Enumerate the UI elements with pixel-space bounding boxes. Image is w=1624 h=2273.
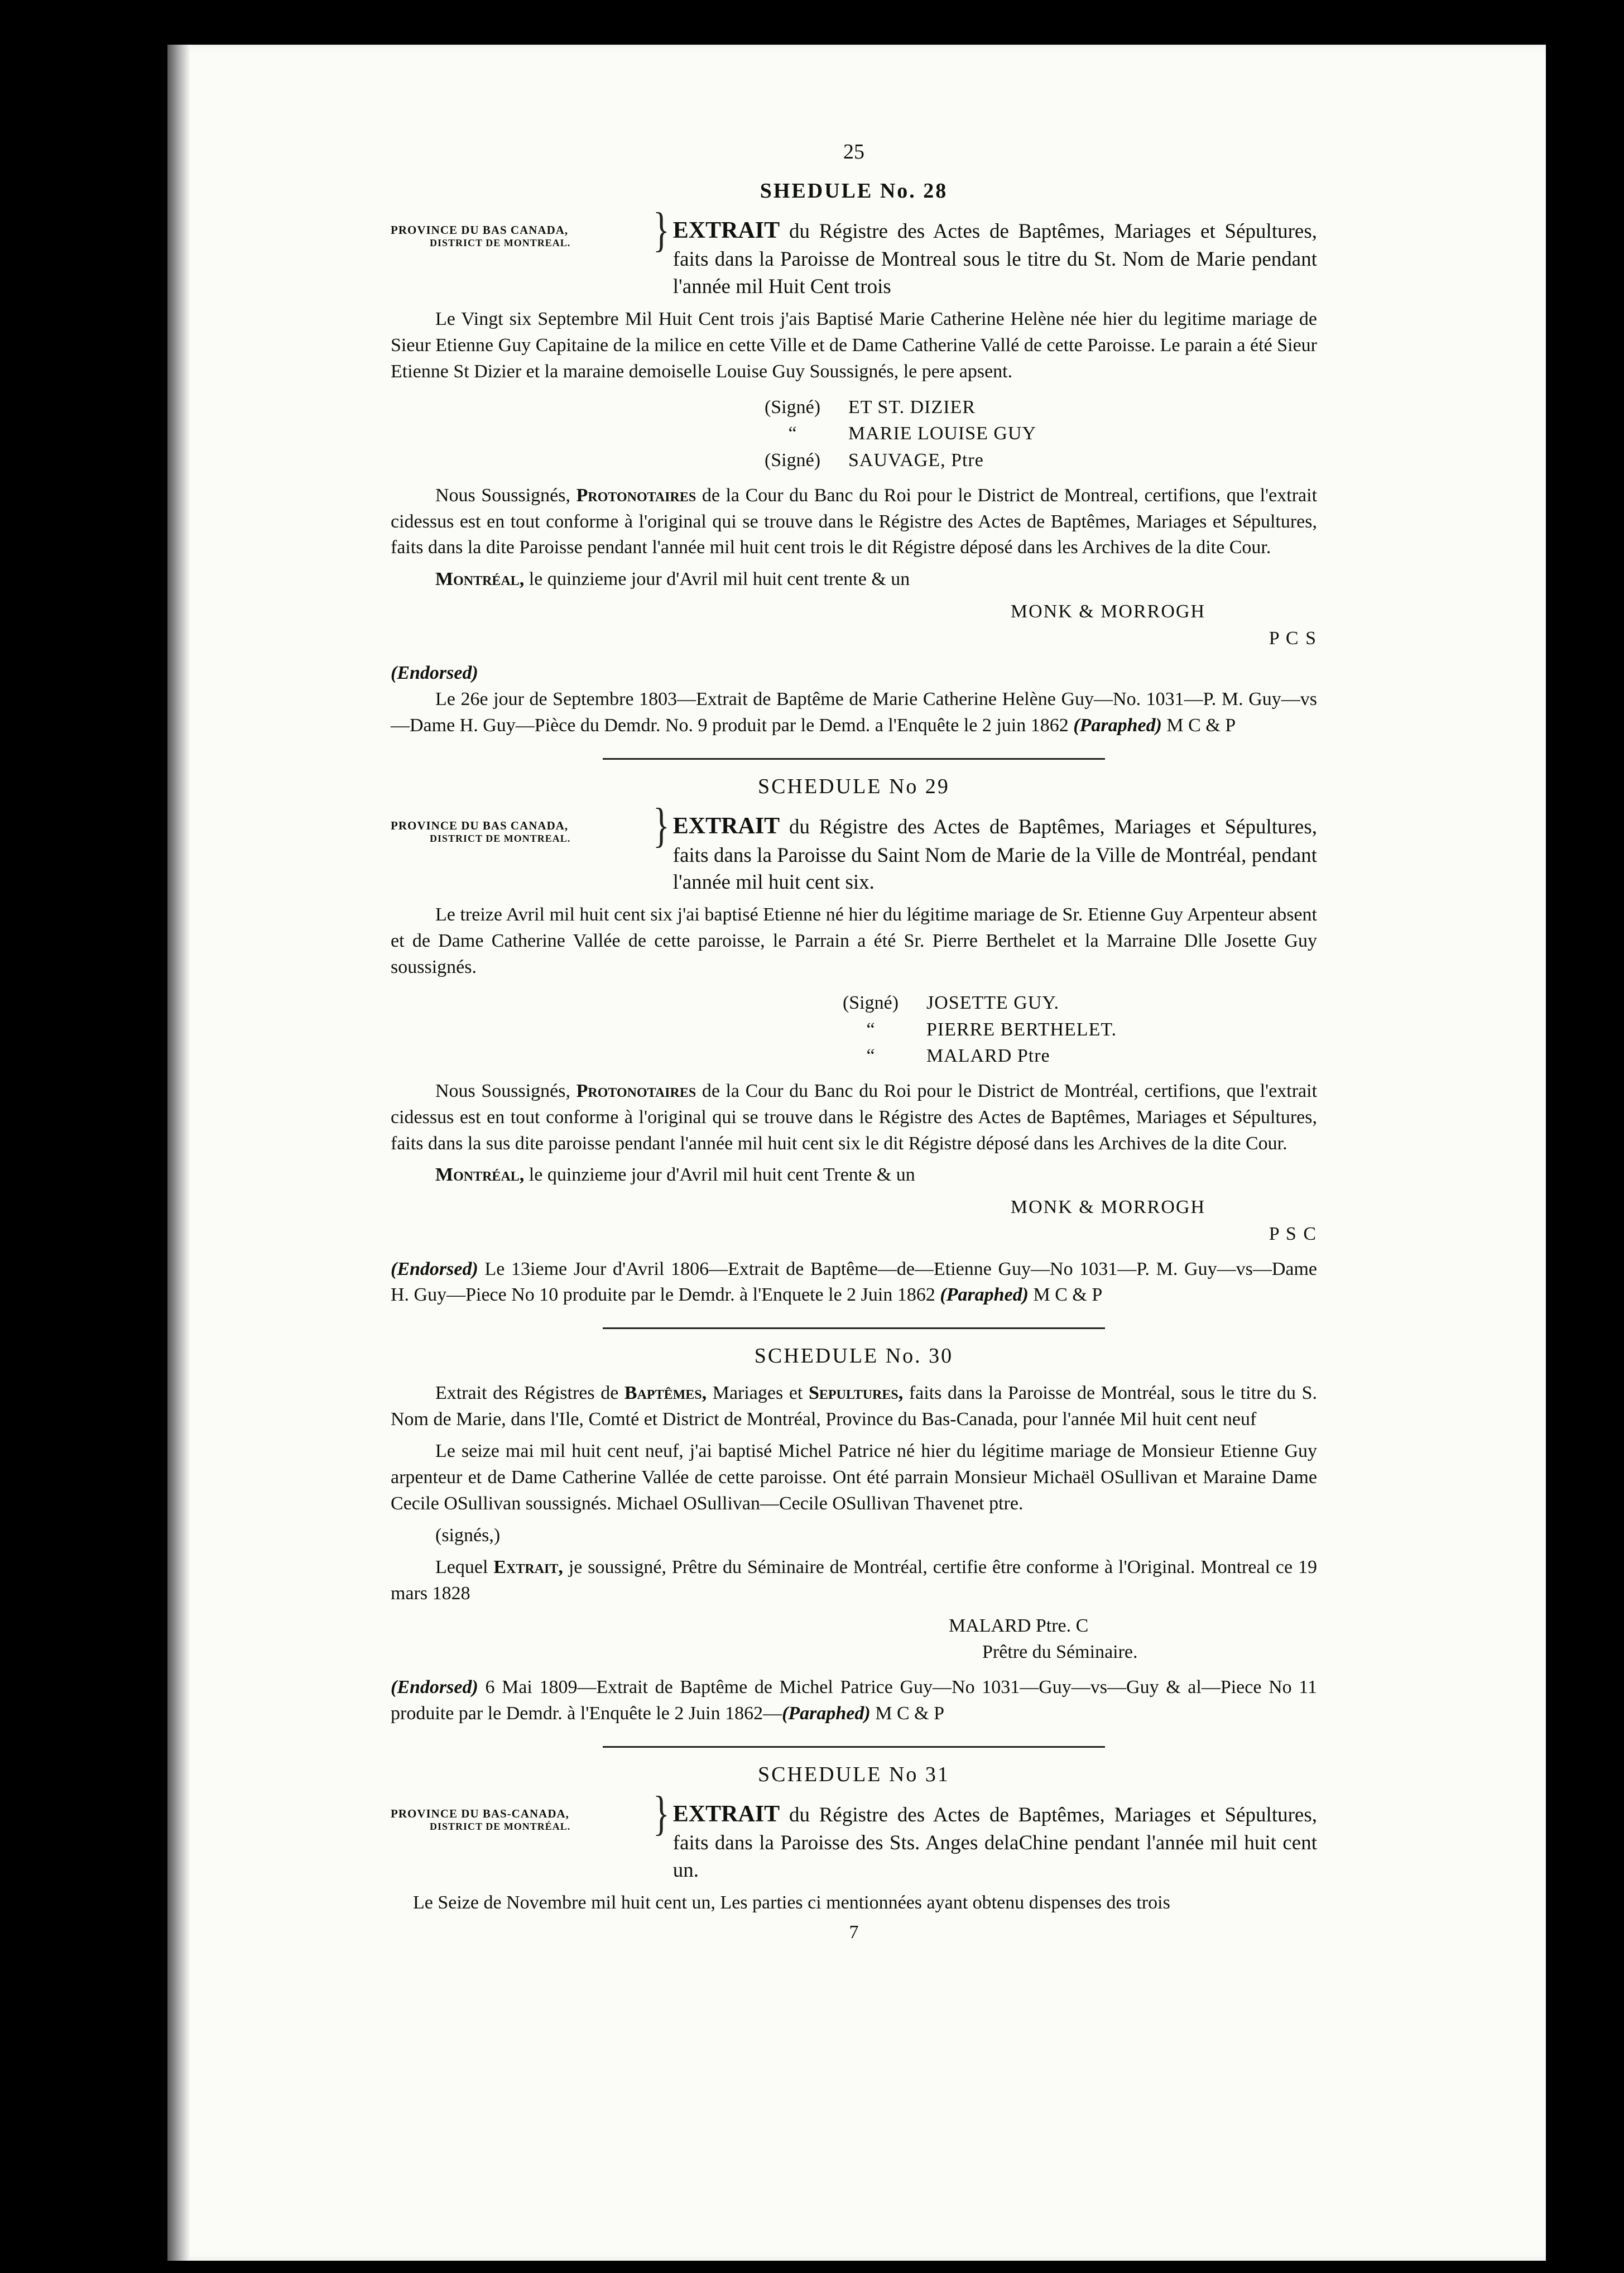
date-text: le quinzieme jour d'Avril mil huit cent trente & un [528, 569, 910, 590]
paraphed-label: (Paraphed) [1073, 715, 1162, 736]
firm-initials: P S C [1269, 1223, 1317, 1244]
schedule-title: SCHEDULE No 31 [758, 1762, 950, 1786]
signature-mark: (Signé) [842, 992, 899, 1013]
schedule-header [391, 204, 1317, 301]
signature-row [737, 420, 1317, 447]
extrait-lead: EXTRAIT [672, 1801, 780, 1827]
signature-row [815, 1043, 1317, 1070]
date-line [391, 567, 1317, 593]
endorsement [391, 1675, 1317, 1727]
acte-text: Le seize mai mil huit cent neuf, j'ai baptisé Michel Patrice né hier du légitime mariage de Monsieur Etienne Guy arpenteur et de Dame Catherine Vallée de cette paroisse. Ont été parrain Monsieur Michaël OSullivan et Maraine Dame Cecile OSullivan soussignés. Michael OSullivan—Cecile OSullivan Thavenet ptre. [391, 1441, 1317, 1514]
extrait-text: du Régistre des Actes de Baptêmes, Mariages et Sépultures, faits dans la Paroisse du Saint Nom de Marie de la Ville de Montréal, pendant l'année mil huit cent six. [672, 816, 1317, 894]
sheet-number: 7 [849, 1921, 859, 1943]
endorsed-text: Le 13ieme Jour d'Avril 1806—Extrait de Baptême—de—Etienne Guy—No 1031—P. M. Guy—vs—Dame H. Guy—Piece No 10 produite par le Demdr. à l'Enquete le 2 Juin 1862 [391, 1258, 1317, 1306]
signature-name: MARIE LOUISE GUY [848, 423, 1037, 444]
district-name: DISTRICT DE MONTREAL. [430, 237, 571, 249]
date-line [391, 1162, 1317, 1188]
signes-note: (signés,) [435, 1524, 501, 1546]
intro-a: Extrait des Régistres de [435, 1383, 619, 1404]
extrait-heading [673, 1799, 1317, 1884]
page-gutter-shadow [167, 45, 190, 2261]
schedule-28 [391, 179, 1317, 739]
brace-icon: } [653, 1787, 670, 1840]
province-label [391, 215, 653, 250]
paraphed-text: M C & P [875, 1703, 944, 1724]
firm-signature: MONK & MORROGH [1010, 1197, 1205, 1218]
province-label [391, 811, 653, 845]
schedule-29 [391, 774, 1317, 1308]
acte-text: Le treize Avril mil huit cent six j'ai baptisé Etienne né hier du légitime mariage de Sr. Etienne Guy Arpenteur absent et de Dame Catherine Vallée de cette paroisse, le Parrain a été Sr. Pierre Berthelet et la Marraine Dlle Josette Guy soussignés. [391, 904, 1317, 978]
priest-title: Prêtre du Séminaire. [982, 1642, 1138, 1663]
place-name: Montréal, [435, 1164, 525, 1186]
signature-name: SAUVAGE, Ptre [848, 450, 984, 471]
schedule-title: SHEDULE No. 28 [760, 179, 948, 203]
paraphed-label: (Paraphed) [940, 1284, 1029, 1306]
district-name: DISTRICT DE MONTREAL. [430, 833, 571, 845]
signature-row [737, 447, 1317, 474]
signature-mark: “ [788, 423, 797, 444]
province-name: PROVINCE DU BAS-CANADA, [391, 1806, 569, 1820]
province-name: PROVINCE DU BAS CANADA, [391, 223, 569, 237]
cert-body: de la Cour du Banc du Roi pour le District de Montréal, certifions, que l'extrait cidessus est en tout conforme à l'original qui se trouve dans le Régistre des Actes de Baptêmes, Mariages et Sépultures, faits dans la sus dite paroisse pendant l'année mil huit cent six le dit Régistre déposé dans les Archives de la dite Cour. [391, 1080, 1318, 1154]
priest-signature: MALARD Ptre. C [949, 1615, 1089, 1636]
cert-body: de la Cour du Banc du Roi pour le District de Montreal, certifions, que l'extrait cidessus est en tout conforme à l'original qui se trouve dans le Régistre des Actes de Baptêmes, Mariages et Sépultures, faits dans la dite Paroisse pendant l'année mil huit cent trois le dit Régistre déposé dans les Archives de la dite Cour. [391, 485, 1318, 558]
extrait-heading [673, 215, 1317, 301]
cert-lead: Nous Soussignés, [435, 1080, 571, 1101]
endorsed-label: (Endorsed) [391, 663, 478, 684]
extrait-lead: EXTRAIT [672, 813, 780, 840]
schedule-title: SCHEDULE No. 30 [754, 1344, 954, 1368]
intro-text [391, 1380, 1317, 1433]
district-name: DISTRICT DE MONTRÉAL. [430, 1820, 571, 1832]
schedule-title: SCHEDULE No 29 [758, 775, 950, 799]
intro-b: Baptêmes, [624, 1383, 707, 1404]
signature-row [815, 990, 1317, 1016]
divider [603, 1746, 1105, 1748]
brace-icon: } [653, 204, 670, 257]
schedule-31 [391, 1762, 1317, 1916]
divider [603, 758, 1105, 760]
signature-mark: (Signé) [764, 396, 821, 418]
signature-row [737, 394, 1317, 421]
lequel-b: Extrait, [493, 1556, 563, 1577]
acte-text: Le Seize de Novembre mil huit cent un, Les parties ci mentionnées ayant obtenu dispenses des trois [413, 1892, 1170, 1913]
endorsed-label: (Endorsed) [391, 1676, 478, 1697]
intro-e: faits dans la Paroisse de Montréal, sous le titre du S. Nom de Marie, dans l'Ile, Comté et District de Montréal, Province du Bas-Canada, pour l'année Mil huit cent neuf [391, 1383, 1318, 1430]
extrait-heading [673, 811, 1317, 896]
signature-mark: (Signé) [764, 450, 821, 471]
brace-icon: } [653, 799, 670, 853]
endorsed-text: Le 26e jour de Septembre 1803—Extrait de Baptême de Marie Catherine Helène Guy—No. 1031—P. M. Guy—vs—Dame H. Guy—Pièce du Demdr. No. 9 produit par le Demd. a l'Enquête le 2 juin 1862 [391, 689, 1317, 736]
endorsed-label: (Endorsed) [391, 1258, 478, 1279]
certification-text [391, 483, 1317, 562]
acte-text: Le Vingt six Septembre Mil Huit Cent trois j'ais Baptisé Marie Catherine Helène née hier du legitime mariage de Sieur Etienne Guy Capitaine de la milice en cette Ville et de Dame Catherine Vallé de cette Paroisse. Le parain a été Sieur Etienne St Dizier et la maraine demoiselle Louise Guy Soussignés, le pere apsent. [391, 309, 1317, 382]
endorsed-text: 6 Mai 1809—Extrait de Baptême de Michel Patrice Guy—No 1031—Guy—vs—Guy & al—Piece No 11 produite par le Demdr. à l'Enquête le 2 Juin 1862— [391, 1676, 1318, 1724]
paraphed-text: M C & P [1033, 1284, 1103, 1306]
endorsement [391, 1257, 1317, 1309]
intro-c: Mariages et [712, 1383, 803, 1404]
schedule-header [391, 799, 1317, 896]
schedule-30 [391, 1344, 1317, 1727]
signature-block [737, 394, 1317, 474]
certification-text [391, 1078, 1317, 1157]
cert-title: Protonotaires [576, 485, 696, 506]
province-name: PROVINCE DU BAS CANADA, [391, 819, 569, 833]
cert-title: Protonotaires [576, 1080, 696, 1101]
extrait-text: du Régistre des Actes de Baptêmes, Mariages et Sépultures, faits dans la Paroisse de Montreal sous le titre du St. Nom de Marie pendant l'année mil Huit Cent trois [672, 220, 1317, 299]
place-name: Montréal, [435, 569, 525, 590]
signature-name: MALARD Ptre [926, 1046, 1050, 1067]
page-number: 25 [843, 140, 864, 164]
divider [603, 1327, 1105, 1329]
signature-name: PIERRE BERTHELET. [926, 1019, 1117, 1040]
paraphed-text: M C & P [1166, 715, 1236, 736]
lequel-c: je soussigné, Prêtre du Séminaire de Montréal, certifie être conforme à l'Original. Montreal ce 19 mars 1828 [391, 1556, 1318, 1604]
cert-lead: Nous Soussignés, [435, 485, 571, 506]
endorsement [391, 660, 1317, 739]
date-text: le quinzieme jour d'Avril mil huit cent Trente & un [528, 1164, 915, 1186]
lequel-text [391, 1555, 1317, 1607]
extrait-text: du Régistre des Actes de Baptêmes, Mariages et Sépultures, faits dans la Paroisse des Sts. Anges delaChine pendant l'année mil huit cent un. [672, 1803, 1317, 1882]
schedule-header [391, 1787, 1317, 1884]
paraphed-label: (Paraphed) [782, 1703, 871, 1724]
extrait-lead: EXTRAIT [672, 218, 780, 243]
firm-initials: P C S [1269, 627, 1317, 649]
firm-signature: MONK & MORROGH [1010, 601, 1205, 622]
signature-name: JOSETTE GUY. [926, 992, 1060, 1013]
signature-name: ET ST. DIZIER [848, 396, 976, 418]
signature-mark: “ [866, 1019, 875, 1040]
signature-block [815, 990, 1317, 1070]
signature-row [815, 1016, 1317, 1043]
intro-d: Sepultures, [808, 1383, 904, 1404]
province-label [391, 1799, 653, 1833]
lequel-a: Lequel [435, 1556, 488, 1577]
signature-mark: “ [866, 1046, 875, 1067]
page-content [391, 140, 1317, 1943]
